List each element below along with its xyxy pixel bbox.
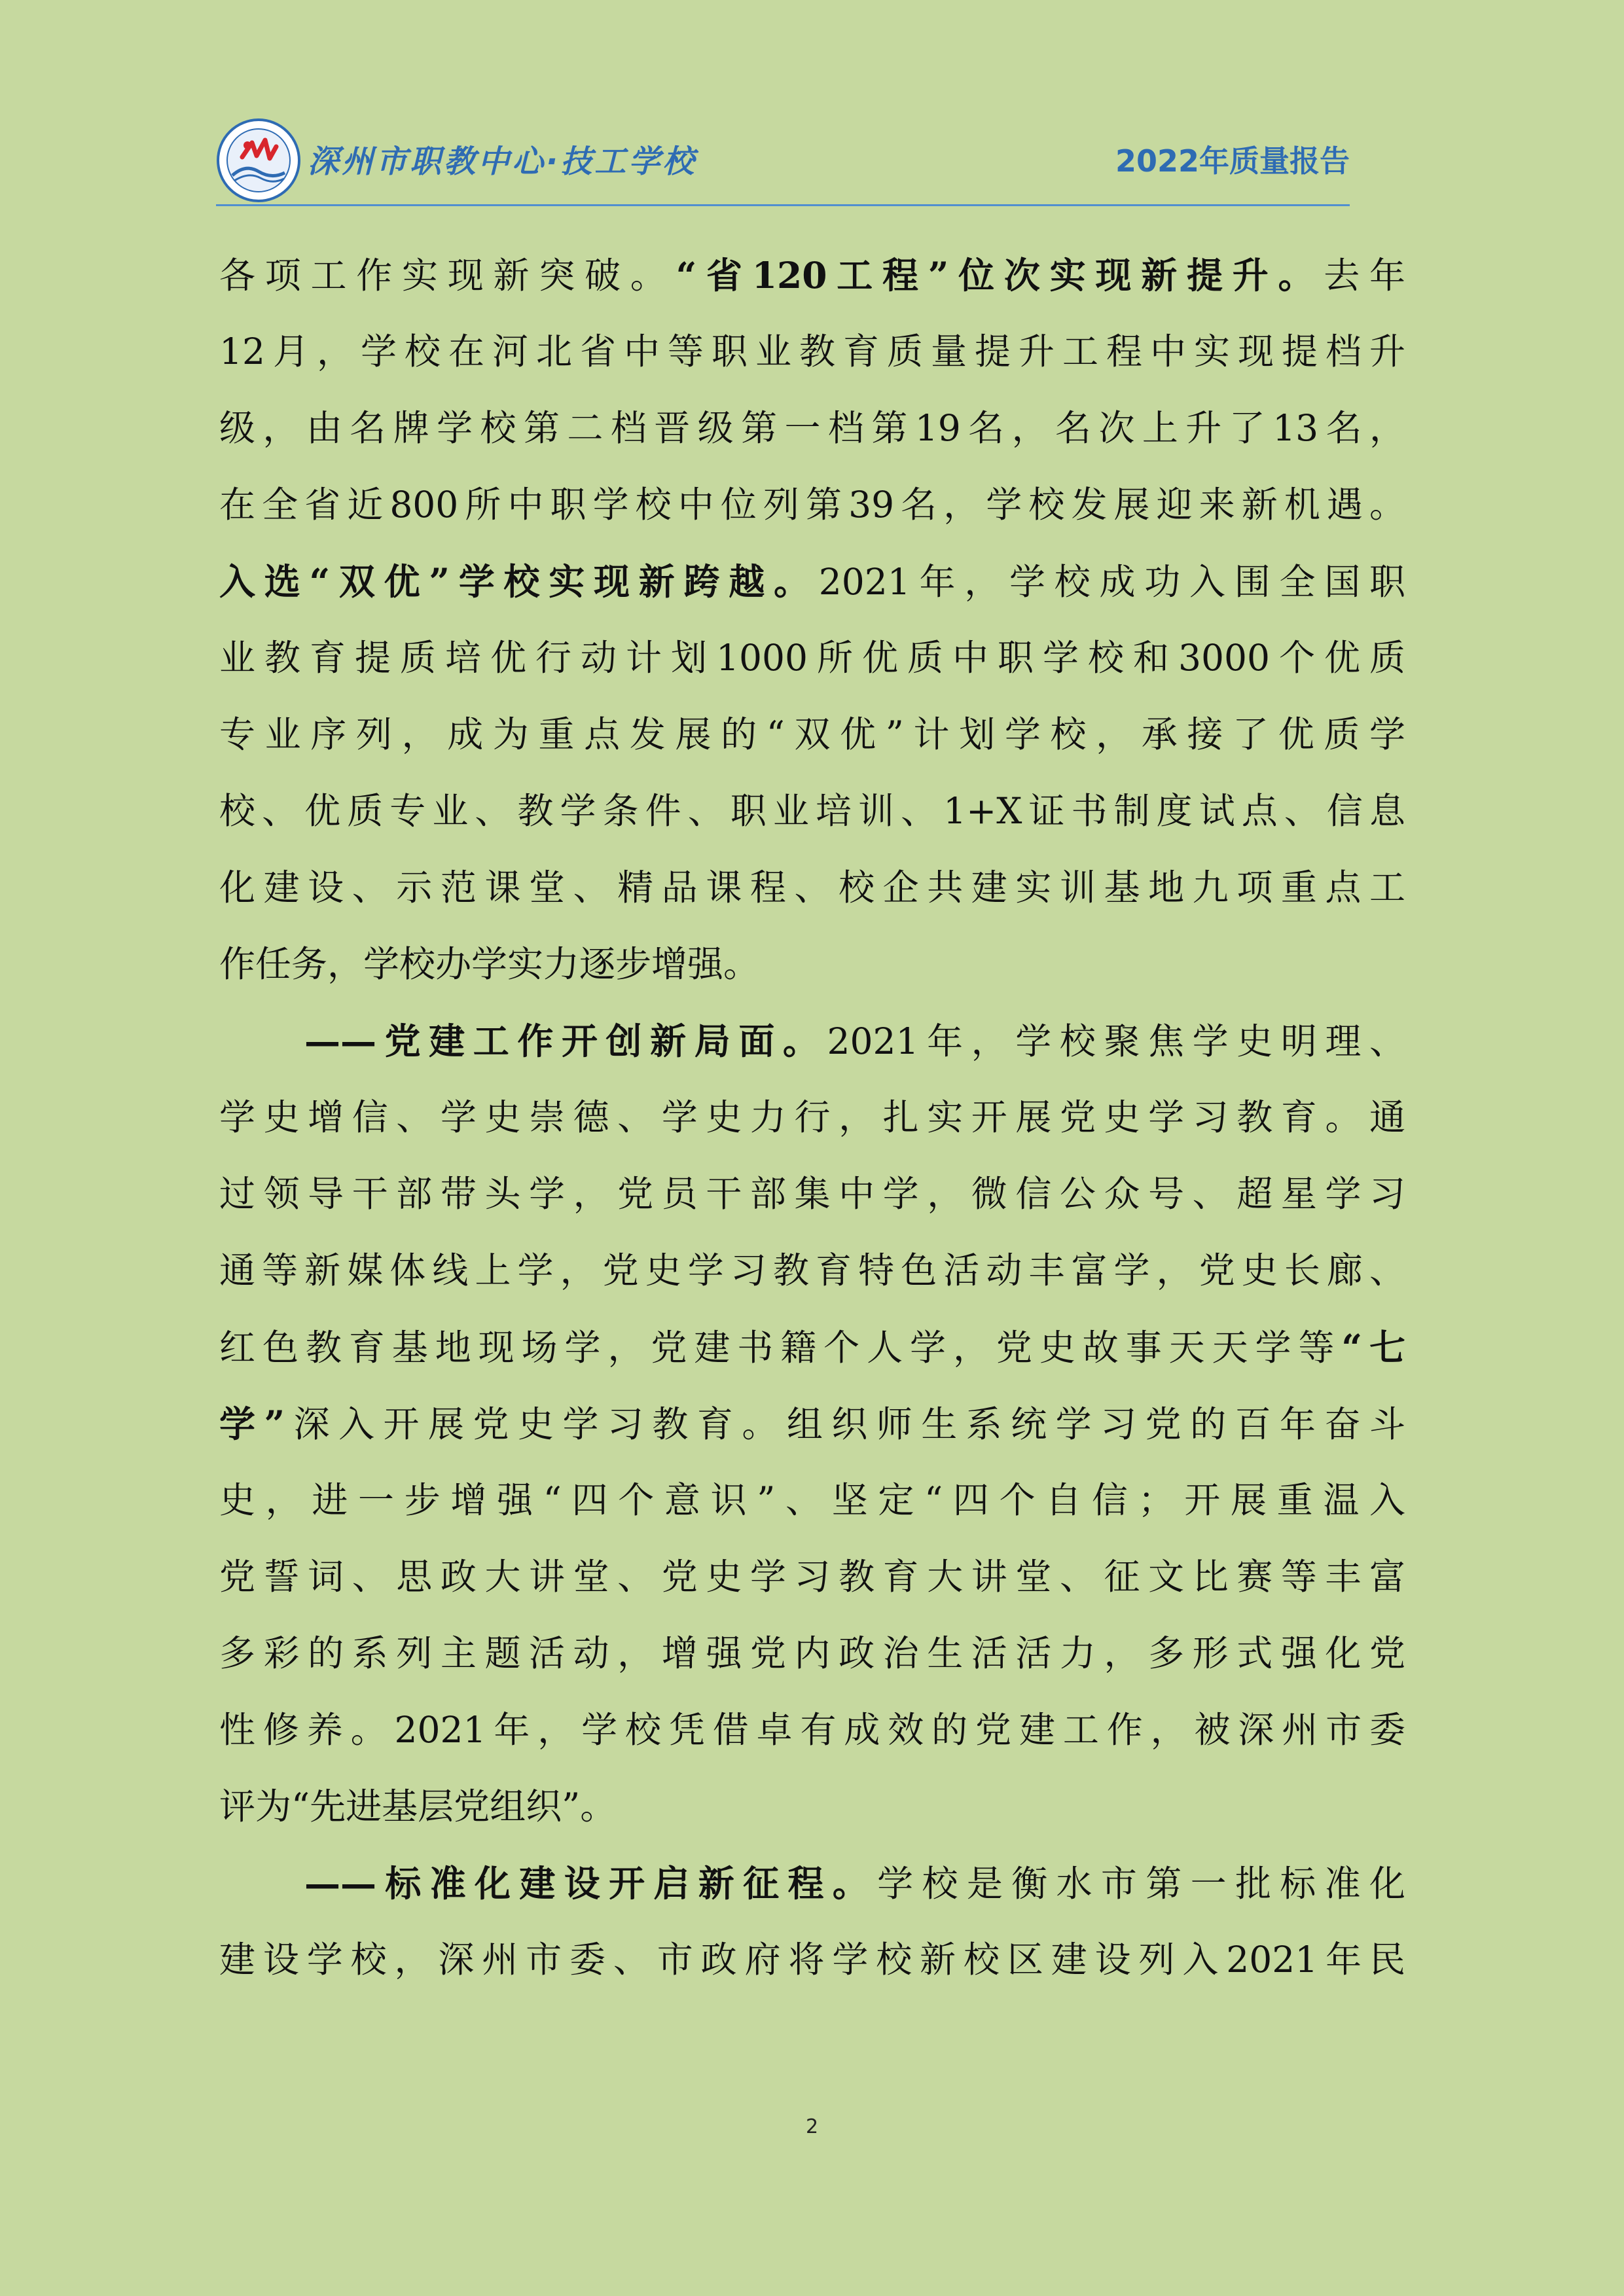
header-divider [216, 204, 1350, 206]
text-line: 各项工作实现新突破。“省120工程”位次实现新提升。去年 [219, 254, 1405, 296]
text-line: 化建设、示范课堂、精品课程、校企共建实训基地九项重点工 [219, 867, 1405, 908]
text-line: 学”深入开展党史学习教育。组织师生系统学习党的百年奋斗 [219, 1403, 1405, 1445]
text-line: 过领导干部带头学，党员干部集中学，微信公众号、超星学习 [219, 1173, 1405, 1215]
text-line: 通等新媒体线上学，党史学习教育特色活动丰富学，党史长廊、 [219, 1249, 1405, 1291]
text-line: 作任务，学校办学实力逐步增强。 [219, 943, 760, 985]
text-line: 校、优质专业、教学条件、职业培训、1+X证书制度试点、信息 [219, 790, 1405, 832]
body-text [219, 237, 1405, 1998]
text-line: ——标准化建设开启新征程。学校是衡水市第一批标准化 [304, 1862, 1405, 1905]
school-brand-name: 深州市职教中心·技工学校 [308, 143, 697, 180]
text-line: ——党建工作开创新局面。2021年，学校聚焦学史明理、 [304, 1020, 1405, 1062]
text-line: 在全省近800所中职学校中位列第39名，学校发展迎来新机遇。 [219, 484, 1405, 526]
text-line: 专业序列，成为重点发展的“双优”计划学校，承接了优质学 [219, 713, 1405, 755]
text-line: 史，进一步增强“四个意识”、坚定“四个自信；开展重温入 [219, 1479, 1405, 1521]
text-line: 12月，学校在河北省中等职业教育质量提升工程中实现提档升 [219, 331, 1405, 372]
text-line: 党誓词、思政大讲堂、党史学习教育大讲堂、征文比赛等丰富 [219, 1556, 1405, 1598]
text-line: 学史增信、学史崇德、学史力行，扎实开展党史学习教育。通 [219, 1096, 1405, 1138]
text-line: 红色教育基地现场学，党建书籍个人学，党史故事天天学等“七 [219, 1326, 1405, 1369]
text-line: 多彩的系列主题活动，增强党内政治生活活力，多形式强化党 [219, 1632, 1405, 1674]
text-line: 业教育提质培优行动计划1000所优质中职学校和3000个优质 [219, 637, 1405, 679]
page-header [216, 118, 1350, 206]
report-title: 2022年质量报告 [1115, 143, 1350, 179]
text-line: 级，由名牌学校第二档晋级第一档第19名，名次上升了13名， [219, 407, 1405, 449]
text-line: 建设学校，深州市委、市政府将学校新校区建设列入2021年民 [219, 1939, 1405, 1981]
text-line: 入选“双优”学校实现新跨越。2021年，学校成功入围全国职 [219, 560, 1405, 603]
page-number: 2 [805, 2115, 819, 2138]
text-line: 评为“先进基层党组织”。 [219, 1785, 617, 1827]
school-emblem-icon [216, 118, 301, 203]
text-line: 性修养。2021年，学校凭借卓有成效的党建工作，被深州市委 [219, 1709, 1405, 1751]
